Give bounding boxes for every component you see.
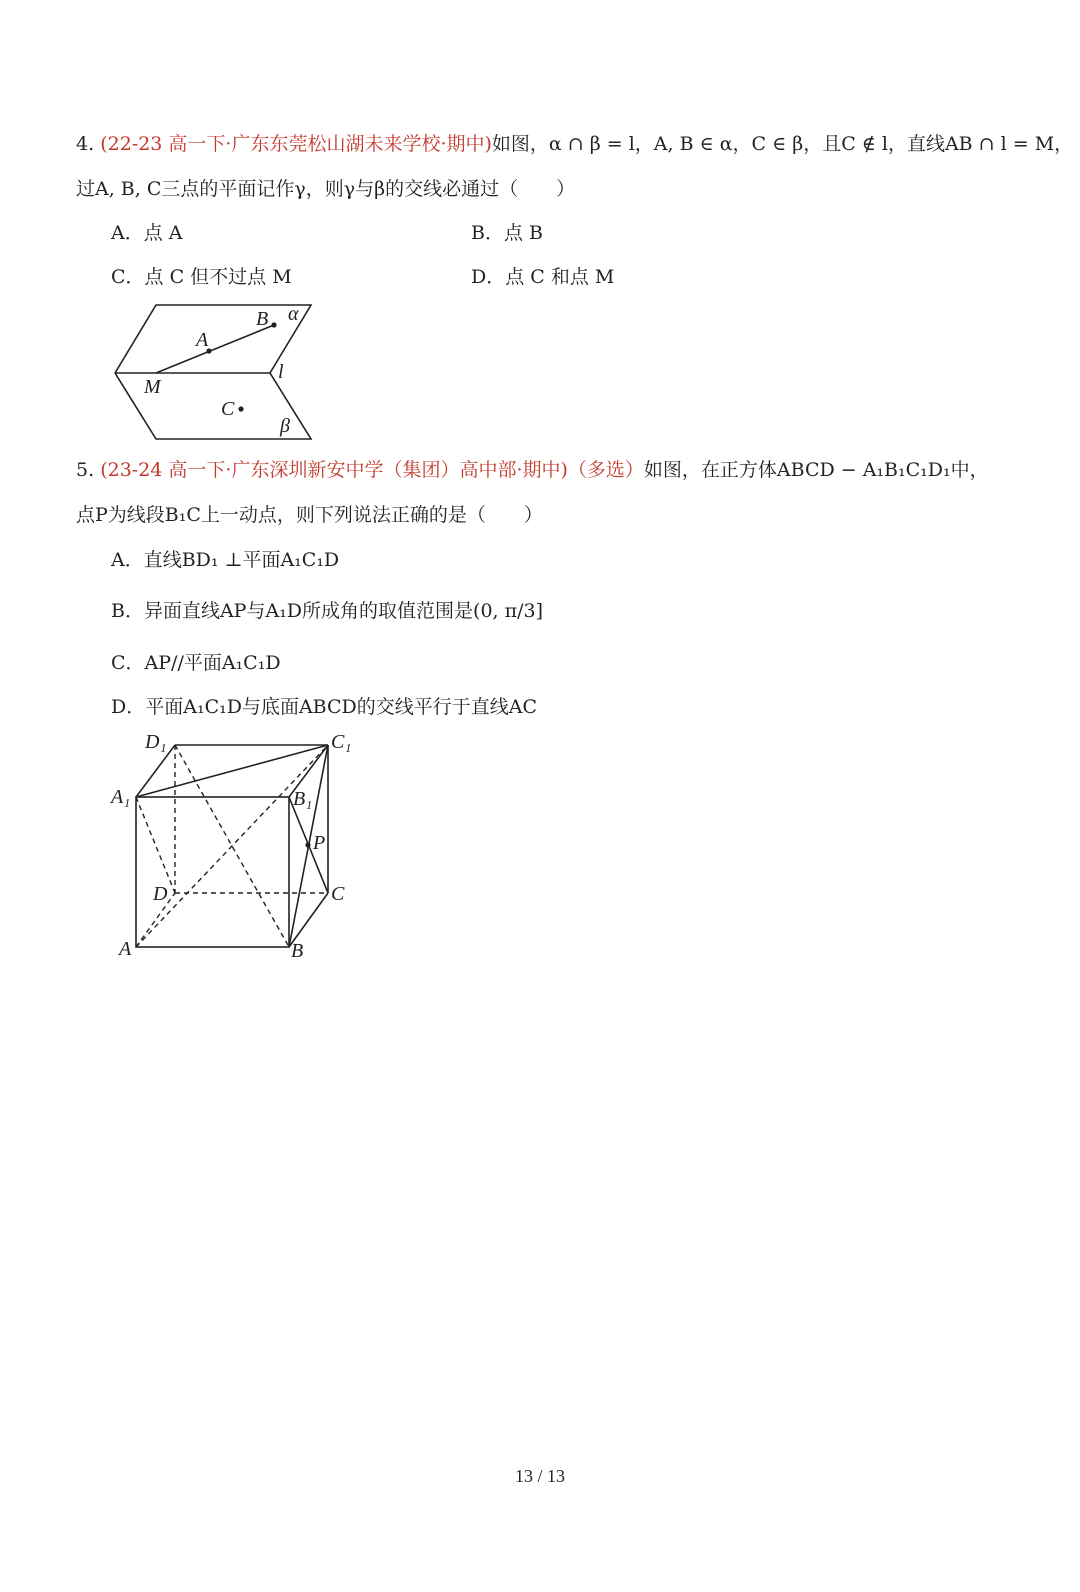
label-c: C [221, 398, 235, 420]
q4-planes-figure [110, 300, 320, 445]
page-indicator: 13 / 13 [514, 1466, 565, 1486]
diag-a1-d [136, 797, 175, 893]
q4-option-c[interactable]: C．点 C 但不过点 M [111, 266, 292, 288]
q5-option-b[interactable]: B．异面直线AP与A₁D所成角的取值范围是(0, π/3] [111, 600, 544, 622]
point-b [271, 322, 276, 327]
label-d: D [153, 883, 168, 905]
q4-stem-text1: 如图，α ∩ β = l，A, B ∈ α，C ∈ β，且C ∉ l，直线AB ∩ l = M， [491, 133, 1074, 155]
label-c: C [331, 883, 345, 905]
q4-source: (22-23 高一下·广东东莞松山湖未来学校·期中) [100, 133, 492, 155]
q4-stem-line2: 过A, B, C三点的平面记作γ，则γ与β的交线必通过（ ） [76, 178, 576, 200]
point-p [305, 842, 310, 847]
label-c1: C₁ [331, 731, 352, 753]
label-p: P [313, 832, 326, 854]
q5-number: 5. [76, 459, 95, 481]
q4-option-d[interactable]: D．点 C 和点 M [471, 266, 615, 288]
label-a1: A₁ [111, 786, 131, 808]
label-d1: D₁ [145, 731, 167, 753]
point-c [238, 406, 243, 411]
label-alpha: α [288, 303, 299, 325]
label-b: B [291, 940, 304, 962]
q5-option-a[interactable]: A．直线BD₁ ⊥平面A₁C₁D [111, 549, 340, 571]
diag-a-c1 [136, 745, 328, 947]
label-b: B [256, 308, 269, 330]
label-m: M [144, 376, 161, 398]
label-b1: B₁ [293, 788, 313, 810]
q4-number: 4. [76, 133, 95, 155]
label-beta: β [280, 415, 290, 437]
q5-cube-figure [105, 725, 365, 965]
q4-option-b[interactable]: B．点 B [471, 222, 543, 244]
q4-stem-line1 [76, 132, 1073, 156]
label-a: A [119, 938, 132, 960]
q5-option-c[interactable]: C．AP//平面A₁C₁D [111, 652, 281, 674]
q5-option-d[interactable]: D．平面A₁C₁D与底面ABCD的交线平行于直线AC [111, 696, 538, 718]
label-l: l [278, 361, 284, 383]
q5-stem-text1: 如图，在正方体ABCD − A₁B₁C₁D₁中， [643, 459, 989, 481]
cube-front-face [136, 797, 289, 947]
q4-option-a[interactable]: A．点 A [111, 222, 183, 244]
label-a: A [196, 329, 209, 351]
q5-source: (23-24 高一下·广东深圳新安中学（集团）高中部·期中)（多选） [100, 459, 644, 481]
q5-stem-line1 [76, 458, 989, 482]
q5-stem-line2: 点P为线段B₁C上一动点，则下列说法正确的是（ ） [76, 504, 543, 526]
line-ab [156, 325, 274, 373]
